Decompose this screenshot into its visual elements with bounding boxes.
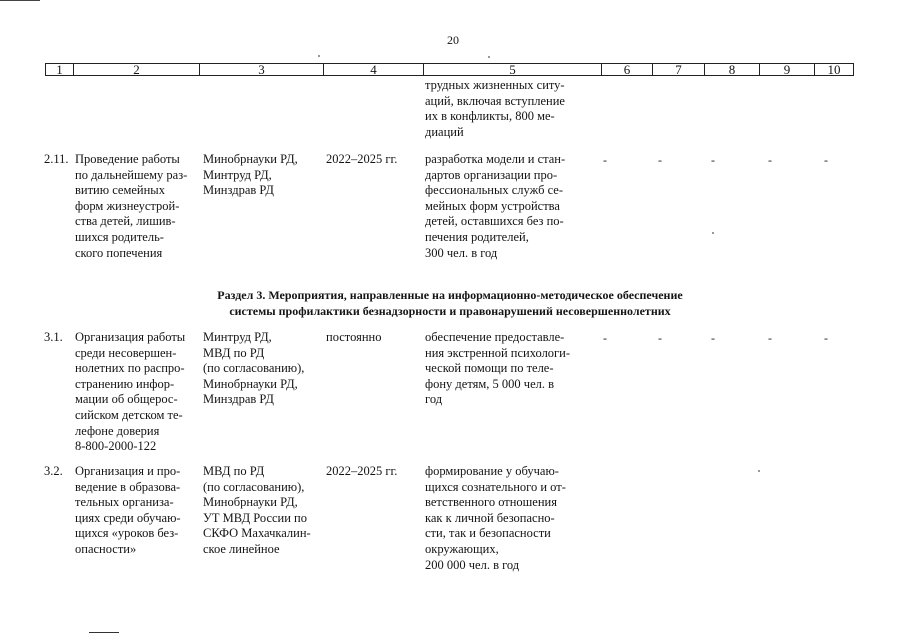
column-number: 7 (653, 64, 705, 76)
term-text: постоянно (326, 330, 382, 344)
column-number: 3 (200, 64, 324, 76)
column-number: 1 (46, 64, 74, 76)
scan-speck (488, 56, 490, 58)
dash-value: - (603, 331, 607, 345)
dash-value: - (711, 331, 715, 345)
dash-value: - (824, 331, 828, 345)
section-title: Раздел 3. Мероприятия, направленные на информационно-методическое обеспечение системы профилактики безнадзорности и правонарушений несовершеннолетних (217, 288, 683, 318)
measure-text: Проведение работы по дальнейшему раз- витию семейных форм жизнеустрой- ства детей, лишив- шихся родитель- ского попечения (75, 152, 188, 260)
measure-text: Организация работы среди несовершен- нолетних по распро- странению инфор- мации об общерос- сийском детском те- лефоне доверия 8-800-2000-122 (75, 330, 186, 454)
column-number: 10 (815, 64, 854, 76)
result-text: разработка модели и стан- дартов организации про- фессиональных служб се- мейных форм устройства детей, оставшихся без по- печения родителей, 300 чел. в год (425, 152, 566, 260)
row-number: 3.1. (44, 330, 63, 344)
page-number: 20 (447, 33, 459, 47)
term-text: 2022–2025 гг. (326, 464, 398, 478)
term-text: 2022–2025 гг. (326, 152, 398, 166)
dash-value: - (711, 153, 715, 167)
column-number: 9 (760, 64, 815, 76)
dash-value: - (658, 331, 662, 345)
scan-speck (712, 232, 714, 234)
scan-speck (318, 55, 320, 57)
dash-value: - (658, 153, 662, 167)
measure-text: Организация и про- ведение в образова- тельных организа- циях среди обучаю- щихся «уроков без- опасности» (75, 464, 181, 556)
column-number-header (45, 63, 854, 76)
executors-text: Минтруд РД, МВД по РД (по согласованию), Минобрнауки РД, Минздрав РД (203, 330, 305, 407)
scan-edge-line-bottom (89, 632, 119, 633)
executors-text: МВД по РД (по согласованию), Минобрнауки РД, УТ МВД России по СКФО Махачкалин- ское линейное (203, 464, 311, 556)
dash-value: - (824, 153, 828, 167)
continued-result-text: трудных жизненных ситу- аций, включая вступление их в конфликты, 800 ме- диаций (425, 78, 565, 139)
scan-speck (758, 470, 760, 472)
scan-edge-line (0, 0, 40, 7)
column-number: 6 (602, 64, 653, 76)
result-text: формирование у обучаю- щихся сознательного и от- ветственного отношения как к личной безопасно- сти, так и безопасности окружающих, 200 000 чел. в год (425, 464, 566, 572)
row-number: 3.2. (44, 464, 63, 478)
dash-value: - (603, 153, 607, 167)
dash-value: - (768, 153, 772, 167)
dash-value: - (768, 331, 772, 345)
column-number: 4 (324, 64, 424, 76)
row-number: 2.11. (44, 152, 69, 166)
column-number: 5 (424, 64, 602, 76)
column-number: 8 (705, 64, 760, 76)
result-text: обеспечение предоставле- ния экстренной психологи- ческой помощи по теле- фону детям, 5 000 чел. в год (425, 330, 571, 407)
column-number: 2 (74, 64, 200, 76)
executors-text: Минобрнауки РД, Минтруд РД, Минздрав РД (203, 152, 298, 198)
